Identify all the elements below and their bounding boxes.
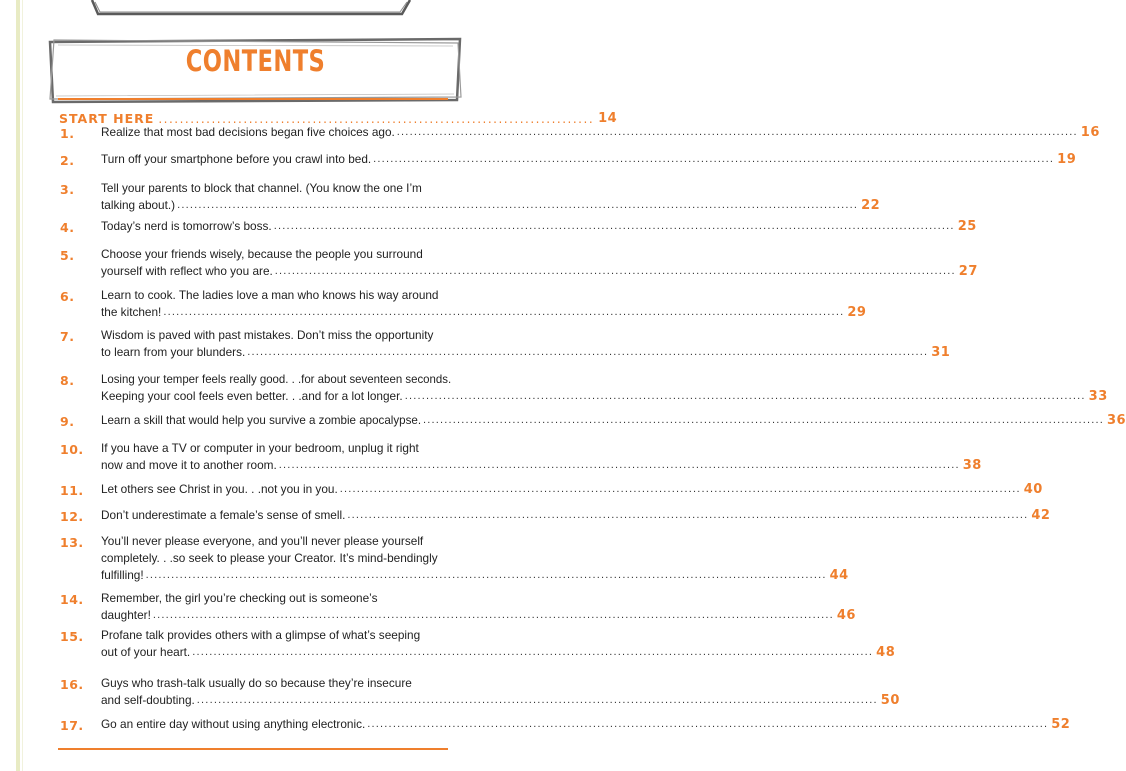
entry-line-text: Turn off your smartphone before you crawl into bed. [101,152,372,166]
entry-line-text: talking about.) [101,198,176,212]
entry-number: 12. [60,509,84,524]
entry-line-text: Remember, the girl you’re checking out is someone’s [101,591,378,605]
entry-text [101,371,1108,405]
entry-page-number: 40 [1023,482,1043,497]
entry-line-text: Profane talk provides others with a glimpse of what’s seeping [101,628,421,642]
entry-line [101,180,451,197]
leader-dots: ................................................................................................................................................................ [367,718,1049,730]
entry-text [101,246,978,280]
entry-line-text: Keeping your cool feels even better. . .and for a lot longer. [101,389,403,403]
entry-line [101,287,451,304]
entry-line-text: completely. . .so seek to please your Creator. It’s mind-bendingly [101,551,438,565]
entry-line [101,151,1077,168]
leader-dots: ................................................................................................................................................................ [152,609,834,621]
leader-dots: ................................................................................................................................................................ [273,220,955,232]
top-banner-decoration [0,0,500,30]
entry-text [101,716,1071,733]
entry-text [101,412,1126,429]
entry-line-text: Today’s nerd is tomorrow’s boss. [101,219,272,233]
entry-number: 17. [60,718,84,733]
entry-number: 5. [60,248,75,263]
entry-line [101,440,451,457]
entry-line [101,607,856,624]
start-here-label: START HERE [59,111,155,126]
entry-text [101,590,856,624]
entry-text [101,327,951,361]
entry-line [101,371,451,388]
entry-line [101,550,451,567]
entry-line-text: now and move it to another room. [101,458,277,472]
entry-line [101,567,849,584]
entry-line [101,692,900,709]
entry-number: 10. [60,442,84,457]
entry-line-text: Choose your friends wisely, because the people you surround [101,247,423,261]
entry-page-number: 27 [958,264,978,279]
entry-text [101,533,849,584]
leader-dots: ................................................................................................................................................................ [339,483,1021,495]
page-margin-line-inner [22,0,23,771]
entry-line [101,263,978,280]
entry-line-text: Learn to cook. The ladies love a man who knows his way around [101,288,439,302]
entry-page-number: 25 [957,219,977,234]
entry-number: 7. [60,329,75,344]
entry-line-text: Don’t underestimate a female’s sense of smell. [101,508,346,522]
entry-line-text: Guys who trash-talk usually do so because they’re insecure [101,676,412,690]
entry-line-text: and self-doubting. [101,693,195,707]
entry-number: 3. [60,182,75,197]
entry-text [101,627,896,661]
leader-dots: ................................................................................................................................................................ [247,346,929,358]
leader-dots: ................................................................................................................................................................ [373,153,1055,165]
start-here-row[interactable] [59,104,618,126]
leader-dots: ................................................................................................................................................................ [274,265,956,277]
entry-text [101,481,1043,498]
entry-number: 15. [60,629,84,644]
entry-line-text: Let others see Christ in you. . .not you in you. [101,482,338,496]
entry-line [101,327,451,344]
entry-page-number: 29 [847,305,867,320]
entry-line [101,412,1126,429]
entry-line [101,716,1071,733]
footer-divider [58,748,448,750]
entry-page-number: 31 [931,345,951,360]
entry-number: 8. [60,373,75,388]
entry-text [101,675,900,709]
entry-line-text: If you have a TV or computer in your bedroom, unplug it right [101,441,419,455]
entry-page-number: 52 [1051,717,1071,732]
table-of-contents [59,104,1126,733]
page-margin-line [16,0,20,771]
entry-page-number: 42 [1031,508,1051,523]
entry-page-number: 46 [836,608,856,623]
entry-line-text: You’ll never please everyone, and you’ll never please yourself [101,534,424,548]
entry-line-text: Go an entire day without using anything electronic. [101,717,366,731]
entry-page-number: 48 [876,645,896,660]
entry-line-text: Losing your temper feels really good. . .for about seventeen seconds. [101,372,452,386]
page-title: CONTENTS [185,44,326,78]
entry-text [101,180,881,214]
entry-line [101,533,451,550]
entry-page-number: 19 [1057,152,1077,167]
entry-line [101,627,451,644]
entry-line-text: out of your heart. [101,645,191,659]
entry-line-text: Learn a skill that would help you survive a zombie apocalypse. [101,413,422,427]
entry-line [101,246,451,263]
leader-dots: ................................................................................................................................................................ [396,126,1078,138]
leader-dots: ................................................................................................................................................................ [404,390,1086,402]
entry-line [101,304,867,321]
entry-number: 14. [60,592,84,607]
leader-dots: ................................................................................................................................................................ [347,509,1029,521]
entry-text [101,507,1051,524]
entry-text [101,218,977,235]
leader-dots: ................................................................................................................................................................ [163,306,845,318]
entry-number: 4. [60,220,75,235]
leader-dots: ................................................................................................................................................................ [423,414,1104,426]
entry-page-number: 44 [829,568,849,583]
entry-line-text: Wisdom is paved with past mistakes. Don’t miss the opportunity [101,328,434,342]
entry-number: 13. [60,535,84,550]
entry-line-text: Tell your parents to block that channel. (You know the one I’m [101,181,422,195]
entry-number: 11. [60,483,84,498]
entry-page-number: 36 [1106,413,1126,428]
entry-text [101,124,1100,141]
entry-line [101,644,896,661]
entry-number: 6. [60,289,75,304]
entry-line-text: to learn from your blunders. [101,345,246,359]
entry-page-number: 16 [1080,125,1100,140]
leader-dots: ................................................................................................................................................................ [192,646,874,658]
leader-dots: ................................................................................................................................................................ [196,694,878,706]
entry-line [101,675,451,692]
entry-text [101,440,982,474]
entry-line [101,388,1108,405]
leader-dots: .................................................................................. [158,112,595,126]
entry-number: 2. [60,153,75,168]
entry-text [101,287,867,321]
entry-line [101,124,1100,141]
entry-line [101,344,951,361]
entry-number: 16. [60,677,84,692]
entry-line [101,481,1043,498]
entry-line-text: fulfilling! [101,568,144,582]
header-divider [58,98,448,100]
entry-line-text: yourself with reflect who you are. [101,264,273,278]
entry-line-text: the kitchen! [101,305,162,319]
start-here-page: 14 [598,111,618,126]
entry-line [101,218,977,235]
entry-number: 9. [60,414,75,429]
entry-number: 1. [60,126,75,141]
entry-line [101,590,451,607]
leader-dots: ................................................................................................................................................................ [177,199,859,211]
leader-dots: ................................................................................................................................................................ [145,569,827,581]
entry-text [101,151,1077,168]
entry-line [101,457,982,474]
entry-line-text: Realize that most bad decisions began five choices ago. [101,125,395,139]
entry-line-text: daughter! [101,608,151,622]
leader-dots: ................................................................................................................................................................ [278,459,960,471]
entry-line [101,507,1051,524]
entry-page-number: 38 [962,458,982,473]
entry-line [101,197,881,214]
entry-page-number: 33 [1088,389,1108,404]
entry-page-number: 22 [861,198,881,213]
entry-page-number: 50 [880,693,900,708]
